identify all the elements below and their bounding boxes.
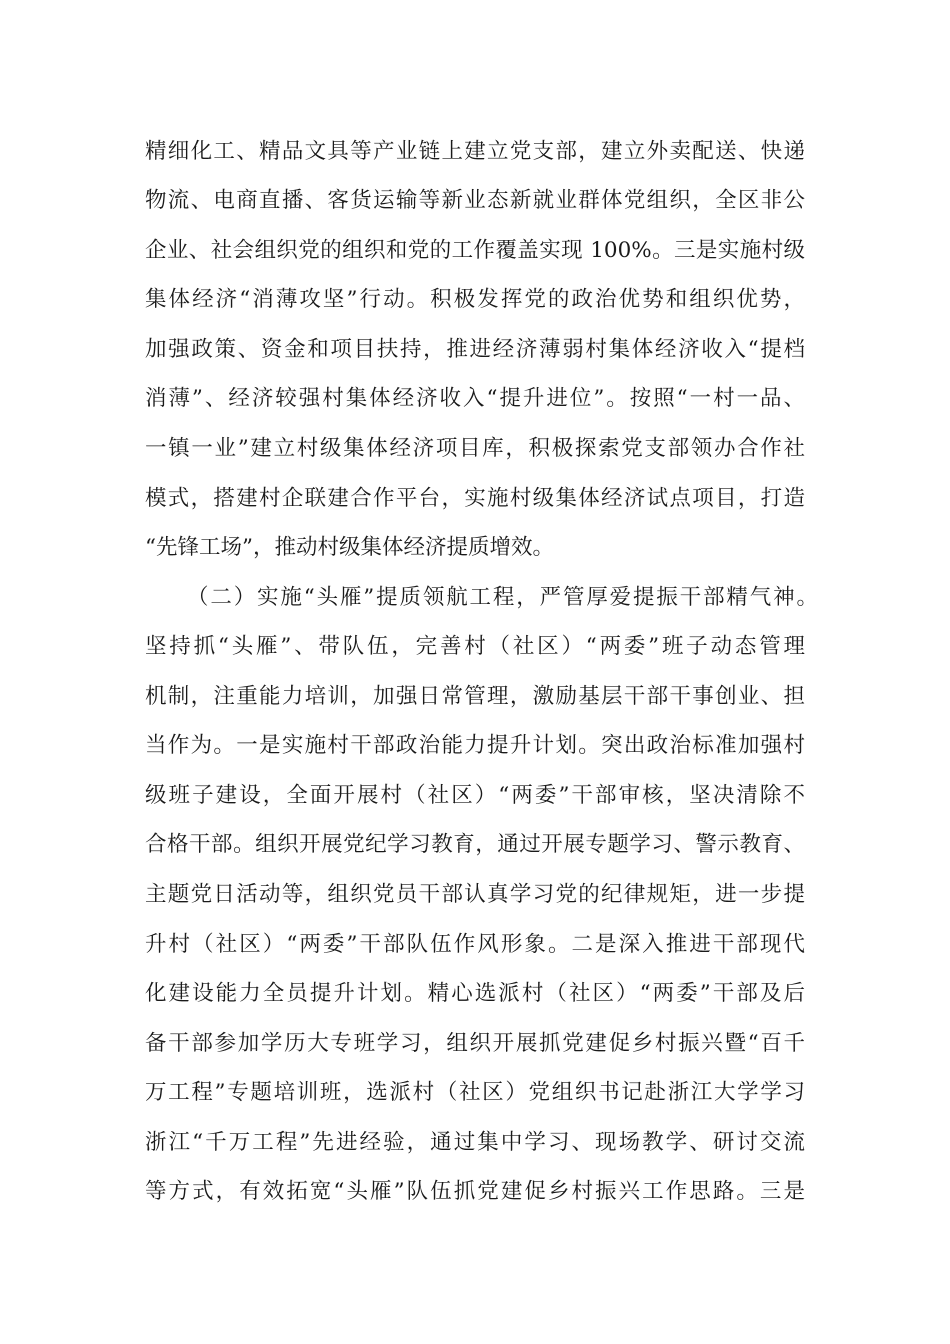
paragraph-line: 坚持抓“头雁”、带队伍，完善村（社区）“两委”班子动态管理: [145, 634, 805, 659]
paragraph-line: 当作为。一是实施村干部政治能力提升计划。突出政治标准加强村: [145, 733, 805, 758]
paragraph-line: 加强政策、资金和项目扶持，推进经济薄弱村集体经济收入“提档: [145, 337, 805, 362]
paragraph-line: 物流、电商直播、客货运输等新业态新就业群体党组织，全区非公: [145, 188, 805, 213]
paragraph-line: 级班子建设，全面开展村（社区）“两委”干部审核，坚决清除不: [145, 783, 805, 808]
paragraph-line: “先锋工场”，推动村级集体经济提质增效。: [145, 535, 554, 560]
paragraph-line: 万工程”专题培训班，选派村（社区）党组织书记赴浙江大学学习: [145, 1080, 805, 1105]
paragraph-line: 浙江“千万工程”先进经验，通过集中学习、现场教学、研讨交流: [145, 1130, 805, 1155]
paragraph-line: 集体经济“消薄攻坚”行动。积极发挥党的政治优势和组织优势，: [145, 287, 805, 312]
paragraph-line: 企业、社会组织党的组织和党的工作覆盖实现 100%。三是实施村级: [145, 238, 805, 263]
paragraph-line: 合格干部。组织开展党纪学习教育，通过开展专题学习、警示教育、: [145, 832, 805, 857]
paragraph-line: 消薄”、经济较强村集体经济收入“提升进位”。按照“一村一品、: [145, 386, 805, 411]
section-heading-line: （二）实施“头雁”提质领航工程，严管厚爱提振干部精气神。: [187, 585, 818, 610]
paragraph-line: 一镇一业”建立村级集体经济项目库，积极探索党支部领办合作社: [145, 436, 805, 461]
paragraph-line: 化建设能力全员提升计划。精心选派村（社区）“两委”干部及后: [145, 981, 805, 1006]
paragraph-line: 主题党日活动等，组织党员干部认真学习党的纪律规矩，进一步提: [145, 882, 805, 907]
paragraph-line: 模式，搭建村企联建合作平台，实施村级集体经济试点项目，打造: [145, 486, 805, 511]
paragraph-line: 备干部参加学历大专班学习，组织开展抓党建促乡村振兴暨“百千: [145, 1031, 805, 1056]
paragraph-line: 精细化工、精品文具等产业链上建立党支部，建立外卖配送、快递: [145, 139, 805, 164]
paragraph-line: 等方式，有效拓宽“头雁”队伍抓党建促乡村振兴工作思路。三是: [145, 1179, 805, 1204]
paragraph-line: 升村（社区）“两委”干部队伍作风形象。二是深入推进干部现代: [145, 932, 805, 957]
paragraph-line: 机制，注重能力培训，加强日常管理，激励基层干部干事创业、担: [145, 684, 805, 709]
